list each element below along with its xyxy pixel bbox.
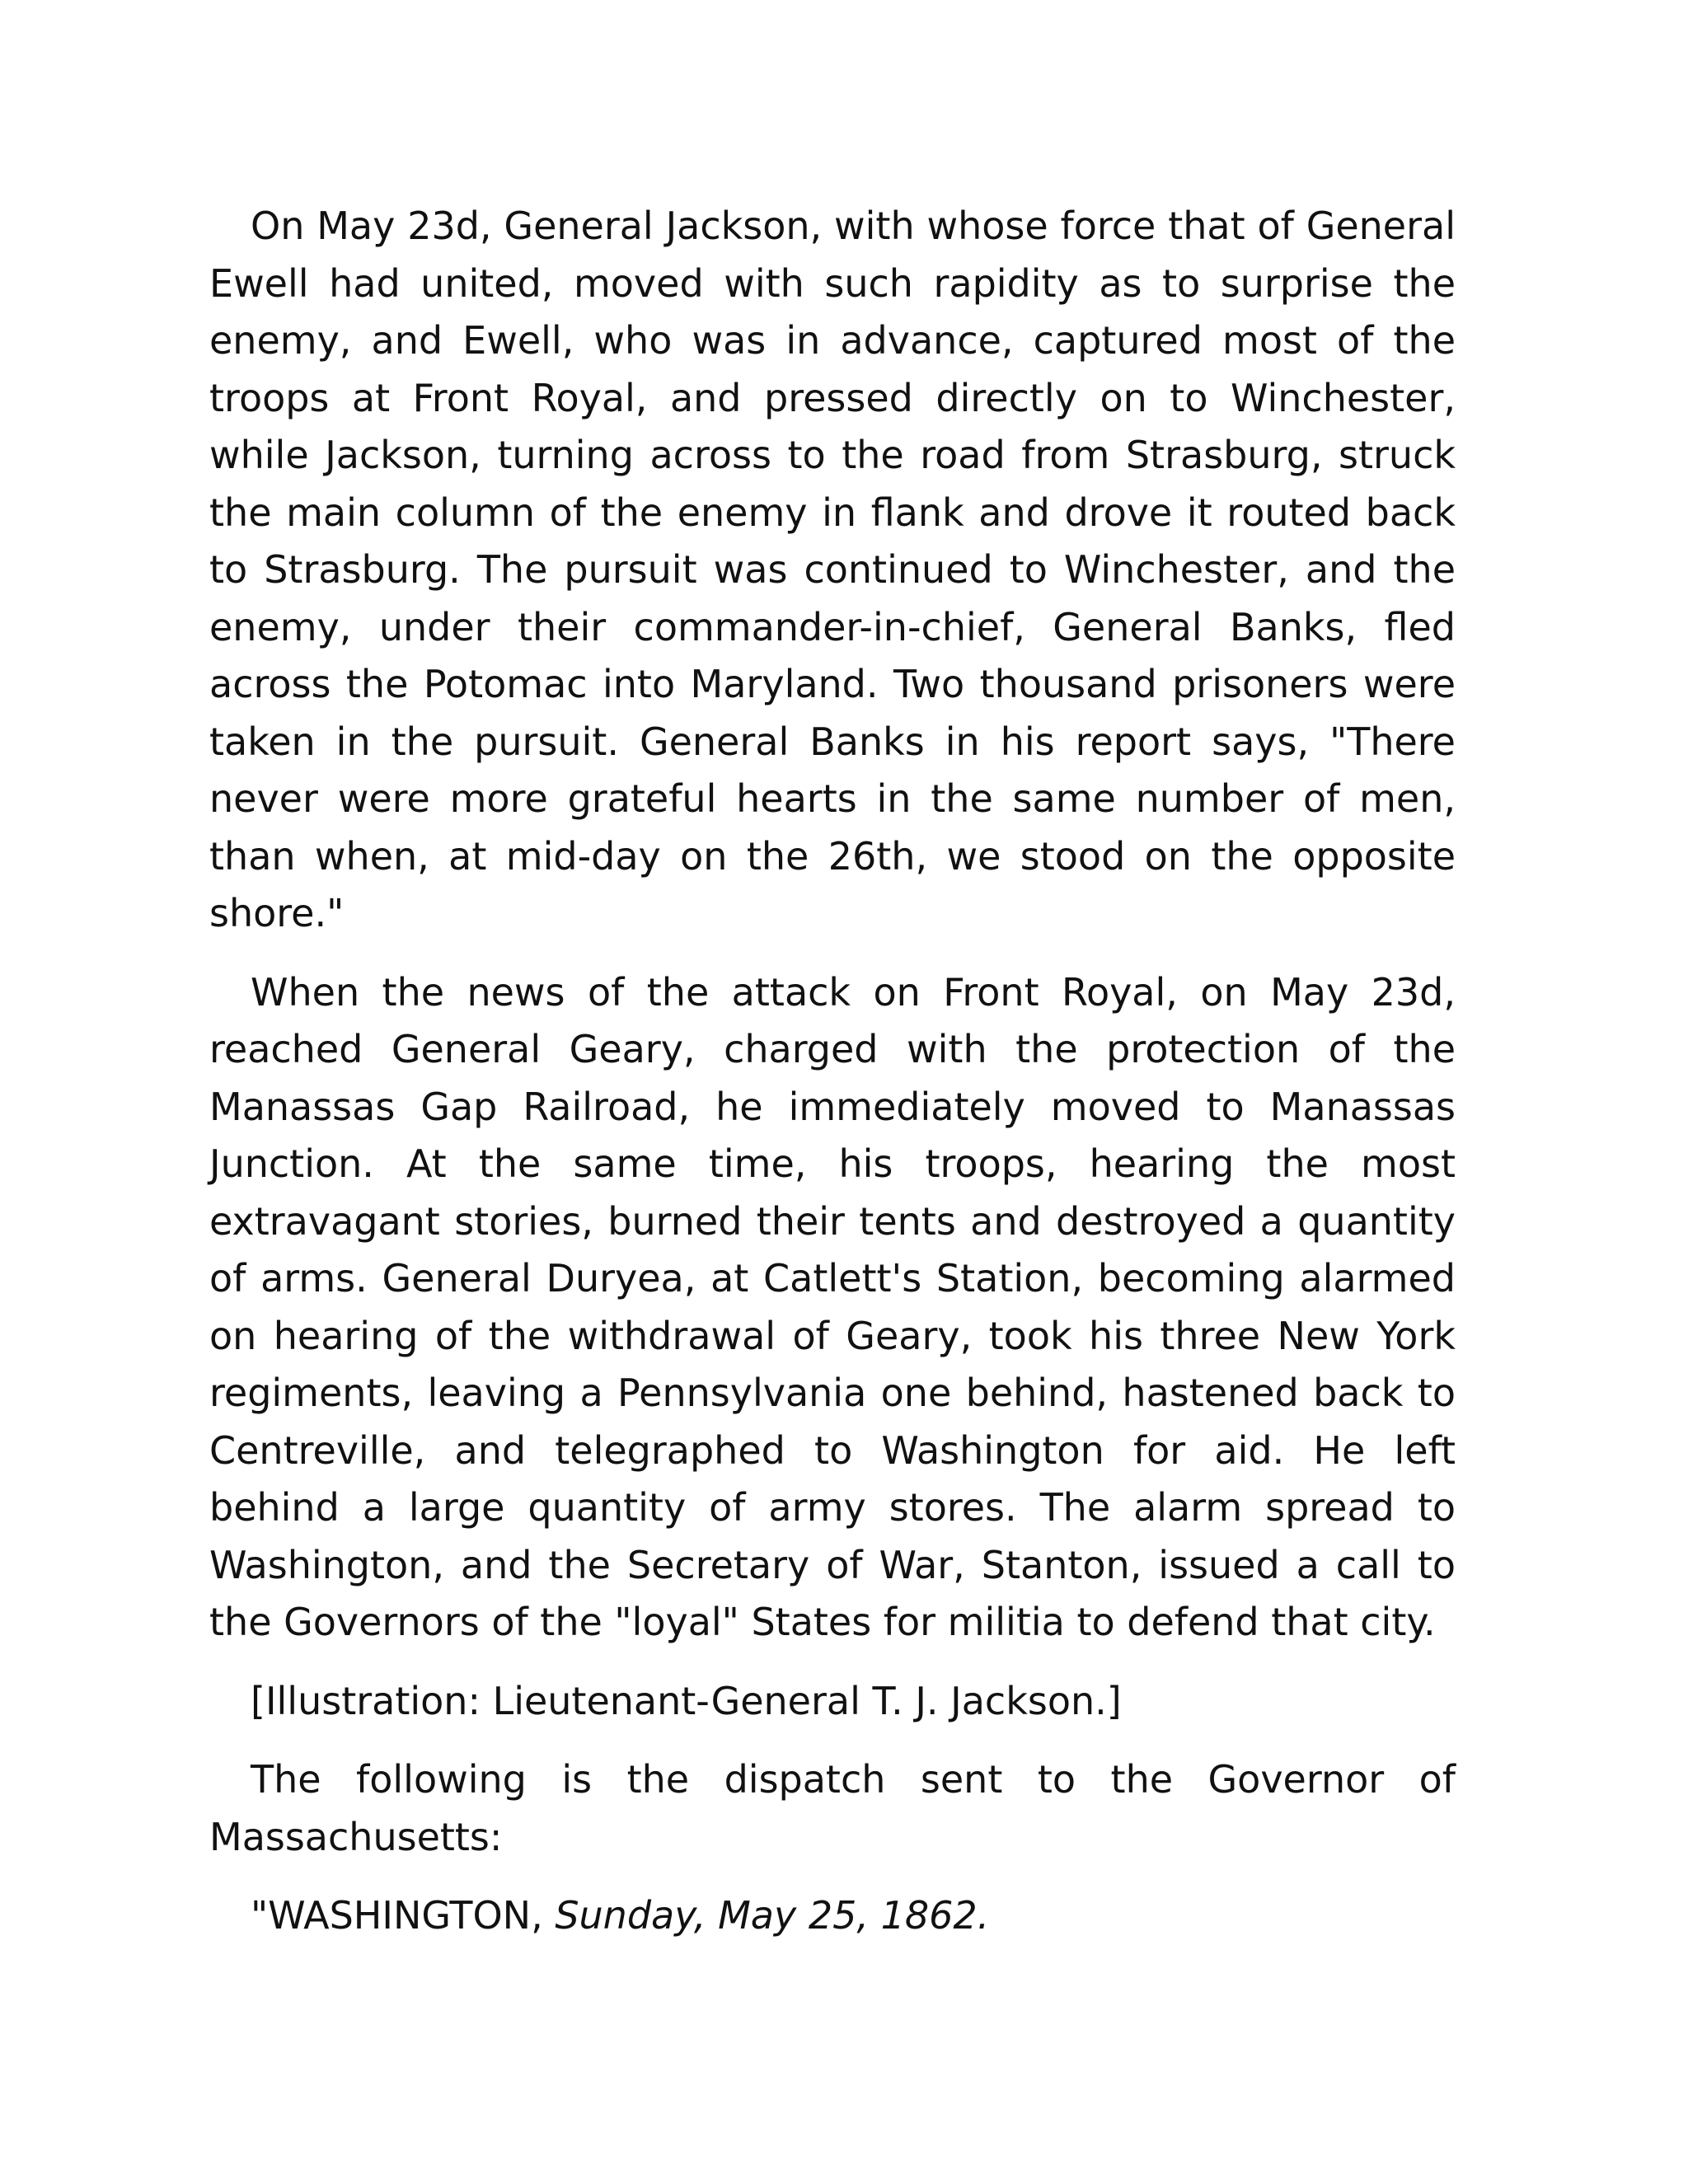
dateline-date: Sunday, May 25, 1862. — [555, 1893, 990, 1938]
dispatch-dateline — [209, 1887, 1456, 1945]
illustration-caption: [Illustration: Lieutenant-General T. J. Jackson.] — [251, 1678, 1122, 1723]
dateline-place: "WASHINGTON, — [251, 1893, 556, 1938]
document-page — [209, 198, 1456, 1966]
paragraph-jackson-advance: On May 23d, General Jackson, with whose force that of General Ewell had united, moved with such rapidity as to surprise the enemy, and Ewell, who was in advance, captured most of the troops at Front Royal, and pressed directly on to Winchester, while Jackson, turning across to the road from Strasburg, struck the main column of the enemy in flank and drove it routed back to Strasburg. The pursuit was continued to Winchester, and the enemy, under their commander-in-chief, General Banks, fled across the Potomac into Maryland. Two thousand prisoners were taken in the pursuit. General Banks in his report says, "There never were more grateful hearts in the same number of men, than when, at mid-day on the 26th, we stood on the opposite shore." — [209, 204, 1456, 935]
paragraph-geary-alarm: When the news of the attack on Front Royal, on May 23d, reached General Geary, charged with the protection of the Manassas Gap Railroad, he immediately moved to Manassas Junction. At the same time, his troops, hearing the most extravagant stories, burned their tents and destroyed a quantity of arms. General Duryea, at Catlett's Station, becoming alarmed on hearing of the withdrawal of Geary, took his three New York regiments, leaving a Pennsylvania one behind, hastened back to Centreville, and telegraphed to Washington for aid. He left behind a large quantity of army stores. The alarm spread to Washington, and the Secretary of War, Stanton, issued a call to the Governors of the "loyal" States for militia to defend that city. — [209, 969, 1456, 1644]
paragraph-dispatch-intro: The following is the dispatch sent to the Governor of Massachusetts: — [209, 1757, 1456, 1859]
